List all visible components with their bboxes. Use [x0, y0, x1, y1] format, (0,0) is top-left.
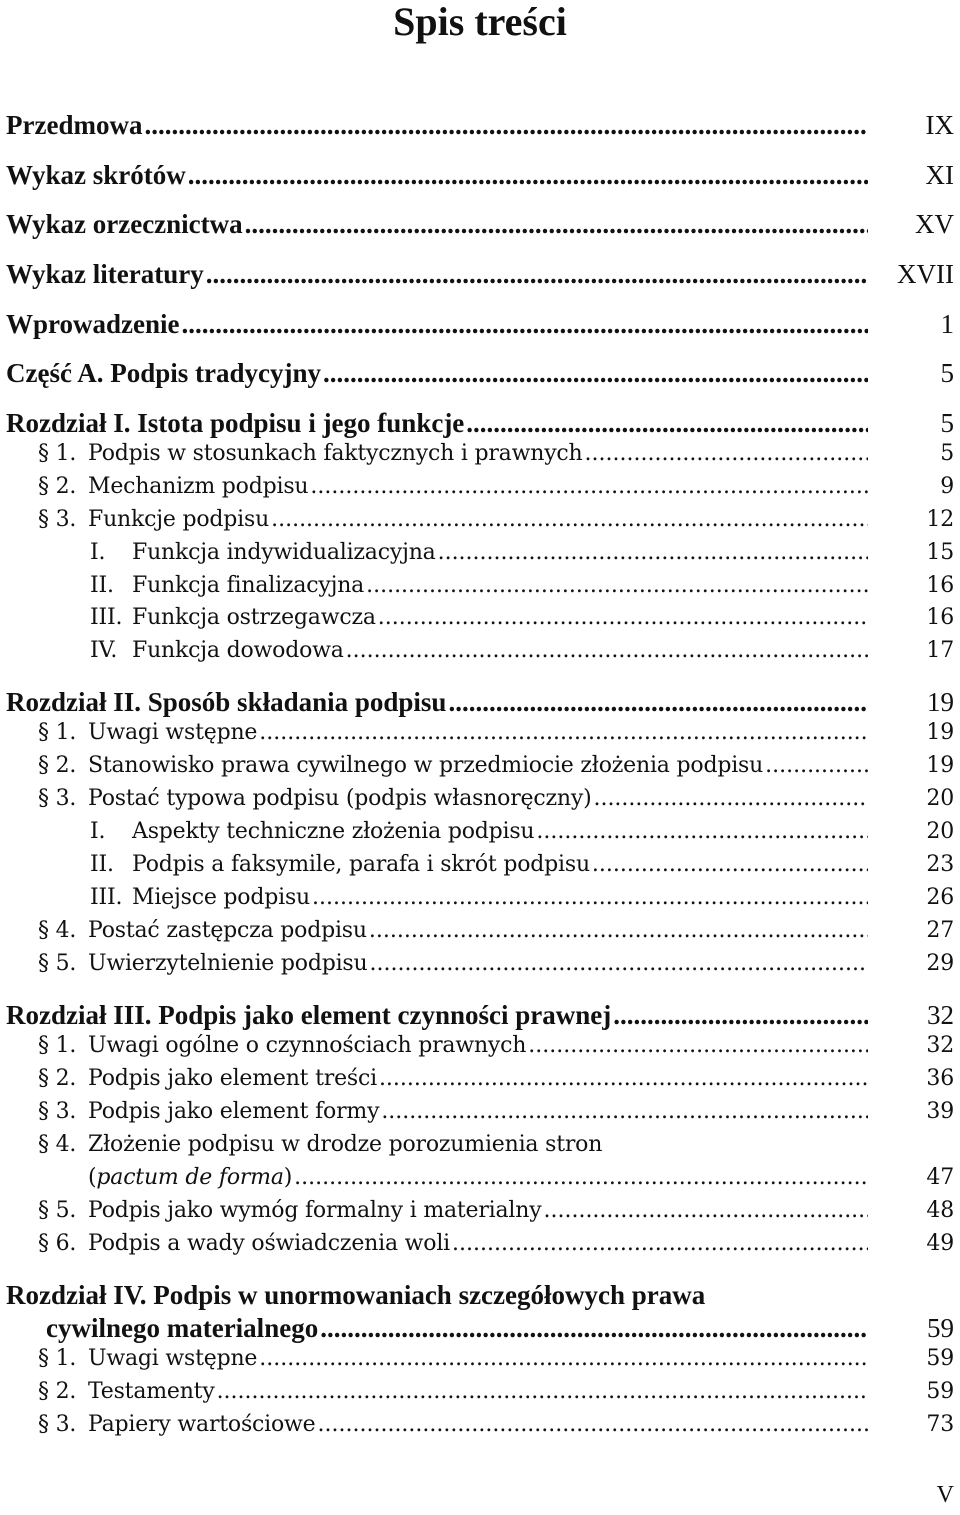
entry-title: Wykaz literatury: [6, 259, 204, 289]
section-number: § 2.: [38, 753, 77, 778]
toc-line: [6, 209, 868, 243]
dot-leader: [765, 753, 868, 778]
entry-title: Wprowadzenie: [6, 309, 180, 339]
entry-title-cont: (: [88, 1165, 97, 1190]
toc-line: [38, 1033, 868, 1067]
toc-line: [38, 720, 868, 754]
page-ref: 32: [926, 1033, 954, 1058]
section-number: § 1.: [38, 720, 77, 745]
section-number: § 4.: [38, 1132, 77, 1157]
dot-leader: [381, 1099, 868, 1124]
section-number: III.: [90, 885, 123, 910]
entry-title: Funkcja dowodowa: [132, 638, 344, 663]
toc-line: [38, 1198, 868, 1232]
page-ref: 9: [940, 474, 954, 499]
page-ref: 19: [926, 753, 954, 778]
toc-line: [46, 1313, 868, 1347]
entry-title: Funkcja finalizacyjna: [132, 573, 365, 598]
page-ref: 59: [927, 1313, 954, 1343]
dot-leader: [310, 474, 868, 499]
toc-line: [6, 687, 868, 721]
section-number: § 5.: [38, 951, 77, 976]
dot-leader: [528, 1033, 868, 1058]
dot-leader: [452, 1231, 868, 1256]
section-number: II.: [90, 852, 114, 877]
section-number: § 5.: [38, 1198, 77, 1223]
dot-leader: [318, 1412, 868, 1437]
page-ref: 49: [926, 1231, 954, 1256]
section-number: § 3.: [38, 507, 77, 532]
latin-term: pactum de forma: [96, 1165, 284, 1190]
toc-line: [38, 474, 868, 508]
dot-leader: [245, 209, 868, 240]
entry-title: Podpis a wady oświadczenia woli: [88, 1231, 450, 1256]
dot-leader: [543, 1198, 868, 1223]
toc-line: [90, 605, 868, 639]
toc-line: [38, 918, 868, 952]
toc-line: [38, 1099, 868, 1133]
dot-leader: [206, 259, 868, 290]
entry-title-cont: ): [283, 1165, 293, 1190]
dot-leader: [346, 638, 868, 663]
toc-line: [38, 1132, 602, 1166]
toc-line: [6, 408, 868, 442]
dot-leader: [271, 507, 868, 532]
toc-line: Rozdział IV. Podpis w unormowaniach szczegółowych prawa: [6, 1280, 706, 1310]
section-number: I.: [90, 540, 106, 565]
page-ref: 36: [926, 1066, 954, 1091]
page-ref: 19: [926, 720, 954, 745]
section-number: II.: [90, 573, 114, 598]
page-ref: 59: [926, 1346, 954, 1371]
toc-line: [38, 753, 868, 787]
page-ref: 5: [940, 441, 954, 466]
dot-leader: [613, 1000, 868, 1031]
section-number: § 3.: [38, 1099, 77, 1124]
toc-line: [38, 1412, 868, 1446]
page-ref: 5: [940, 408, 954, 438]
toc-line: [90, 852, 868, 886]
page-ref: 12: [926, 507, 954, 532]
page-ref: 20: [926, 819, 954, 844]
toc-line: [6, 358, 868, 392]
page-number: V: [936, 1482, 954, 1508]
section-number: § 4.: [38, 918, 77, 943]
page-ref: XV: [915, 209, 954, 239]
entry-title: Postać typowa podpisu (podpis własnoręczny): [88, 786, 592, 811]
dot-leader: [144, 110, 868, 141]
section-number: § 3.: [38, 1412, 77, 1437]
section-number: § 1.: [38, 441, 77, 466]
section-number: § 1.: [38, 1346, 77, 1371]
toc-line: [38, 1346, 868, 1380]
page-ref: 39: [926, 1099, 954, 1124]
entry-title: Uwierzytelnienie podpisu: [88, 951, 368, 976]
dot-leader: [536, 819, 868, 844]
page-ref: 73: [926, 1412, 954, 1437]
dot-leader: [259, 720, 868, 745]
section-number: § 2.: [38, 1066, 77, 1091]
page-ref: 32: [927, 1000, 954, 1030]
entry-title: Podpis jako element treści: [88, 1066, 377, 1091]
toc-line: [38, 1379, 868, 1413]
toc-line: [38, 786, 868, 820]
entry-title: Postać zastępcza podpisu: [88, 918, 367, 943]
toc-line: [90, 885, 868, 919]
page-ref: IX: [925, 110, 954, 140]
entry-title: Testamenty: [88, 1379, 215, 1404]
entry-title: Mechanizm podpisu: [88, 474, 309, 499]
page-ref: 27: [926, 918, 954, 943]
entry-title: Rozdział II. Sposób składania podpisu: [6, 687, 447, 717]
dot-leader: [182, 309, 869, 340]
toc-line: [38, 951, 868, 985]
toc-line: [6, 110, 868, 144]
section-number: IV.: [90, 638, 118, 663]
toc-line: [38, 441, 868, 475]
dot-leader: [188, 160, 868, 191]
entry-title: Rozdział III. Podpis jako element czynności prawnej: [6, 1000, 612, 1030]
dot-leader: [259, 1346, 868, 1371]
entry-title: Uwagi wstępne: [88, 720, 258, 745]
entry-title: Przedmowa: [6, 110, 143, 140]
section-number: § 1.: [38, 1033, 77, 1058]
dot-leader: [593, 786, 868, 811]
entry-title: Funkcja ostrzegawcza: [132, 605, 376, 630]
dot-leader: [438, 540, 868, 565]
toc-line: [90, 819, 868, 853]
page-ref: 48: [926, 1198, 954, 1223]
page-ref: 29: [926, 951, 954, 976]
page-ref: 1: [940, 309, 954, 339]
page-ref: 47: [926, 1165, 954, 1190]
page-ref: 15: [926, 540, 954, 565]
toc-line: [38, 507, 868, 541]
section-number: § 2.: [38, 1379, 77, 1404]
page-ref: 59: [926, 1379, 954, 1404]
entry-title-cont: cywilnego materialnego: [46, 1313, 319, 1343]
entry-title: Rozdział I. Istota podpisu i jego funkcje: [6, 408, 465, 438]
entry-title: Złożenie podpisu w drodze porozumienia stron: [88, 1132, 603, 1157]
dot-leader: [217, 1379, 868, 1404]
toc-line: [38, 1066, 868, 1100]
dot-leader: [320, 1313, 868, 1344]
dot-leader: [378, 605, 868, 630]
entry-title: Podpis jako element formy: [88, 1099, 380, 1124]
dot-leader: [366, 573, 868, 598]
dot-leader: [592, 852, 868, 877]
toc-line: [38, 1231, 868, 1265]
dot-leader: [585, 441, 868, 466]
entry-title: Miejsce podpisu: [132, 885, 311, 910]
section-number: § 2.: [38, 474, 77, 499]
entry-title: Aspekty techniczne złożenia podpisu: [132, 819, 535, 844]
section-number: I.: [90, 819, 106, 844]
entry-title: Uwagi wstępne: [88, 1346, 258, 1371]
dot-leader: [323, 358, 868, 389]
page-title: Spis treści: [393, 0, 567, 44]
page-ref: XVII: [897, 259, 954, 289]
toc-line: [6, 1000, 868, 1034]
entry-title: Część A. Podpis tradycyjny: [6, 358, 321, 388]
entry-title: Uwagi ogólne o czynnościach prawnych: [88, 1033, 527, 1058]
section-number: § 3.: [38, 786, 77, 811]
dot-leader: [294, 1165, 868, 1190]
entry-title: Stanowisko prawa cywilnego w przedmiocie złożenia podpisu: [88, 753, 764, 778]
toc-line: [90, 540, 868, 574]
entry-title: Podpis w stosunkach faktycznych i prawnych: [88, 441, 583, 466]
page-ref: 16: [926, 605, 954, 630]
entry-title: Podpis a faksymile, parafa i skrót podpisu: [132, 852, 590, 877]
page-ref: 19: [927, 687, 954, 717]
section-number: III.: [90, 605, 123, 630]
page-ref: XI: [925, 160, 954, 190]
entry-title: Papiery wartościowe: [88, 1412, 316, 1437]
entry-title: Funkcje podpisu: [88, 507, 270, 532]
entry-title: Podpis jako wymóg formalny i materialny: [88, 1198, 542, 1223]
dot-leader: [379, 1066, 868, 1091]
dot-leader: [369, 918, 868, 943]
toc-line: [6, 259, 868, 293]
dot-leader: [448, 687, 868, 718]
dot-leader: [370, 951, 869, 976]
page-ref: 20: [926, 786, 954, 811]
toc-line: [90, 638, 868, 672]
page-ref: 17: [926, 638, 954, 663]
entry-title: Funkcja indywidualizacyjna: [132, 540, 436, 565]
page-ref: 26: [926, 885, 954, 910]
entry-title: Wykaz orzecznictwa: [6, 209, 243, 239]
dot-leader: [312, 885, 868, 910]
toc-line: [90, 573, 868, 607]
section-number: § 6.: [38, 1231, 77, 1256]
toc-line: [6, 309, 868, 343]
page-ref: 5: [940, 358, 954, 388]
dot-leader: [466, 408, 868, 439]
toc-line: [6, 160, 868, 194]
entry-title: Wykaz skrótów: [6, 160, 186, 190]
toc-line: [88, 1165, 868, 1199]
page-ref: 16: [926, 573, 954, 598]
page-ref: 23: [926, 852, 954, 877]
